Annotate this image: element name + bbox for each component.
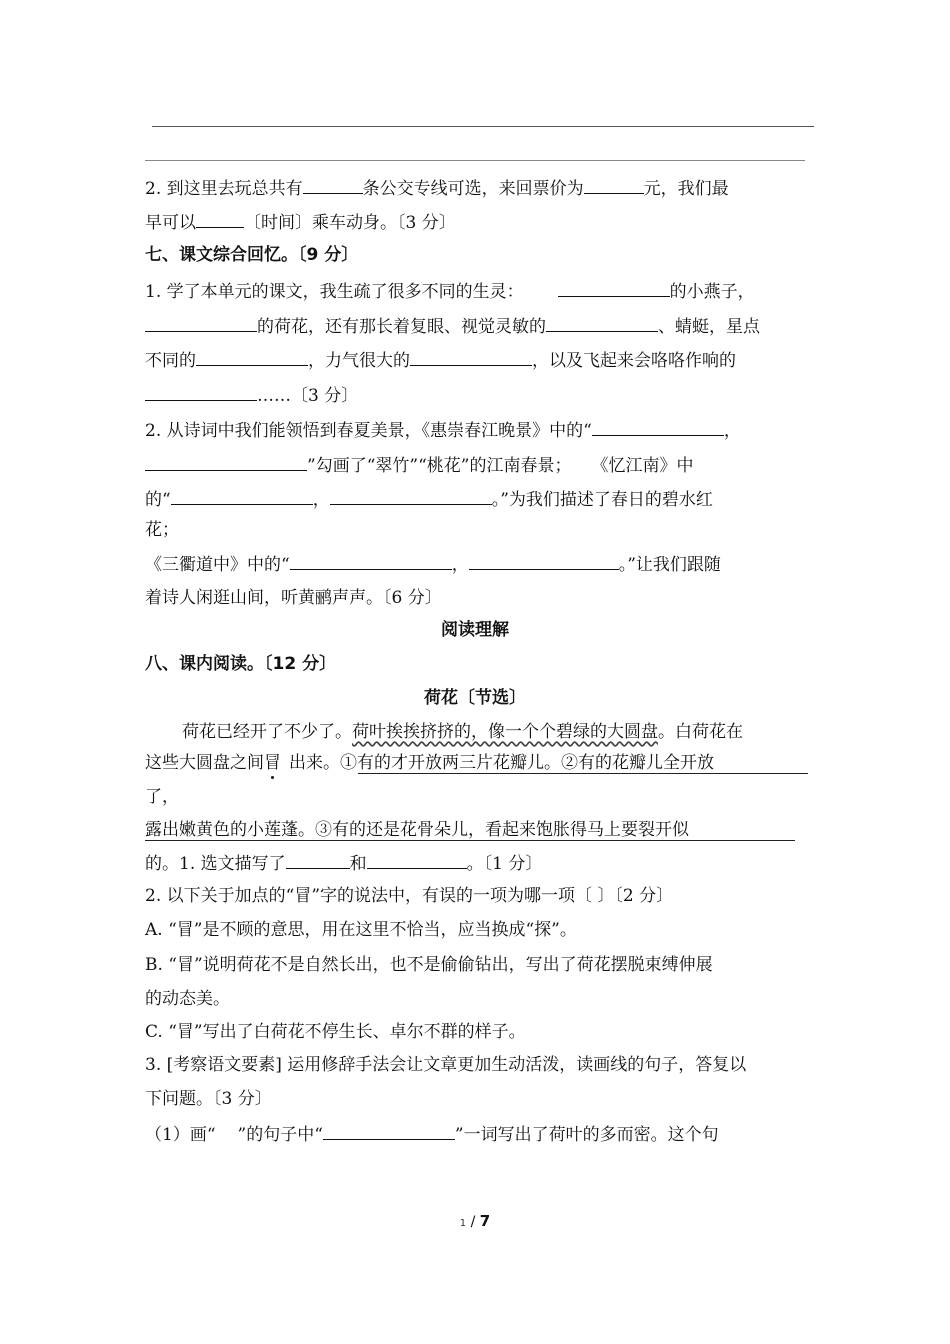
dotted-character: 冒 bbox=[264, 753, 281, 773]
answer-blank[interactable] bbox=[546, 313, 658, 332]
text: 。”为我们描述了春日的碧水红 bbox=[491, 490, 713, 510]
text: 荷花已经开了不少了。 bbox=[182, 722, 352, 742]
option-c[interactable]: C. “冒”写出了白荷花不停生长、卓尔不群的样子。 bbox=[145, 1022, 526, 1042]
text: ，力气很大的 bbox=[308, 351, 410, 371]
answer-blank[interactable] bbox=[558, 278, 670, 297]
passage-title: 荷花〔节选〕 bbox=[424, 688, 526, 708]
answer-blank[interactable] bbox=[323, 1121, 455, 1140]
section-7-title: 七、课文综合回忆。〔9 分〕 bbox=[145, 245, 359, 265]
text: 的“ bbox=[145, 490, 171, 510]
answer-blank[interactable] bbox=[145, 452, 307, 471]
text: 这些大圆盘之间 bbox=[145, 753, 264, 773]
q7-1-line1 bbox=[145, 278, 755, 304]
text: （1）画“ bbox=[145, 1125, 216, 1145]
answer-blank[interactable] bbox=[303, 175, 363, 194]
text: 、蜻蜓，星点 bbox=[658, 317, 760, 337]
q7-2-line5 bbox=[145, 551, 721, 577]
text: ”一词写出了荷叶的多而密。这个句 bbox=[454, 1125, 719, 1145]
q6-2-line1 bbox=[145, 175, 729, 201]
text: 〔时间〕乘车动身。〔3 分〕 bbox=[244, 213, 456, 233]
text: 和 bbox=[349, 854, 367, 874]
q8-3-line2: 下问题。〔3 分〕 bbox=[145, 1089, 272, 1109]
text: ”勾画了“翠竹”“桃花”的江南春景； bbox=[307, 456, 572, 476]
text: 条公交专线可选，来回票价为 bbox=[362, 179, 584, 199]
answer-blank[interactable] bbox=[196, 347, 308, 366]
text: 《三衢道中》中的“ bbox=[145, 555, 290, 575]
answer-blank[interactable] bbox=[171, 486, 313, 505]
q6-2-line2 bbox=[145, 209, 456, 235]
text: 。白荷花在 bbox=[658, 722, 743, 742]
q8-3-1 bbox=[145, 1121, 719, 1147]
option-b-line2: 的动态美。 bbox=[145, 989, 230, 1009]
wavy-underlined-sentence: 荷叶挨挨挤挤的，像一个个碧绿的大圆盘 bbox=[352, 722, 658, 742]
passage-line1 bbox=[182, 720, 743, 744]
text: ， bbox=[723, 421, 741, 441]
option-b-line1[interactable]: B. “冒”说明荷花不是自然长出，也不是偷偷钻出，写出了荷花摆脱束缚伸展 bbox=[145, 955, 713, 975]
answer-blank[interactable] bbox=[145, 313, 257, 332]
page-separator: / bbox=[466, 1214, 480, 1230]
section-8-title: 八、课内阅读。〔12 分〕 bbox=[145, 654, 337, 674]
underline-mark bbox=[145, 840, 795, 841]
text: 出来。①有的才开放两三片花瓣儿。②有的花瓣儿全开放 bbox=[289, 753, 714, 773]
header-rule bbox=[152, 126, 814, 127]
passage-line2 bbox=[145, 751, 714, 775]
text: 的荷花，还有那长着复眼、视觉灵敏的 bbox=[257, 317, 546, 337]
header-rule-2 bbox=[145, 160, 805, 161]
text: ，以及飞起来会咯咯作响的 bbox=[532, 351, 736, 371]
answer-blank[interactable] bbox=[584, 175, 644, 194]
answer-blank[interactable] bbox=[196, 209, 244, 228]
text: 2. 到这里去玩总共有 bbox=[145, 179, 303, 199]
q7-1-line4 bbox=[145, 382, 358, 408]
answer-blank[interactable] bbox=[286, 850, 350, 869]
text: ， bbox=[451, 555, 469, 575]
text: 2. 从诗词中我们能领悟到春夏美景，《惠崇春江晚景》中的“ bbox=[145, 421, 592, 441]
q7-2-line6: 着诗人闲逛山间，听黄鹂声声。〔6 分〕 bbox=[145, 588, 442, 608]
underline-mark bbox=[358, 773, 808, 774]
text: 的。1. 选文描写了 bbox=[145, 854, 286, 874]
answer-blank[interactable] bbox=[592, 417, 724, 436]
text: ”的句子中“ bbox=[237, 1125, 323, 1145]
q7-1-line2 bbox=[145, 313, 760, 339]
text: ， bbox=[312, 490, 330, 510]
page-footer bbox=[0, 1212, 950, 1230]
page-total: 7 bbox=[479, 1212, 491, 1230]
q8-3-line1: 3. [考察语文要素] 运用修辞手法会让文章更加生动活泼，读画线的句子，答复以 bbox=[145, 1055, 747, 1075]
text: 元，我们最 bbox=[643, 179, 729, 199]
q8-1 bbox=[145, 850, 542, 876]
text: 不同的 bbox=[145, 351, 196, 371]
answer-blank[interactable] bbox=[145, 382, 257, 401]
q7-2-line3 bbox=[145, 486, 713, 512]
passage-line4: 露出嫩黄色的小莲蓬。③有的还是花骨朵儿，看起来饱胀得马上要裂开似 bbox=[145, 820, 689, 840]
text: ……〔3 分〕 bbox=[257, 386, 359, 406]
q7-2-line4: 花； bbox=[145, 520, 179, 540]
q7-2-line1 bbox=[145, 417, 741, 443]
text: 。”让我们跟随 bbox=[618, 555, 721, 575]
q8-2: 2. 以下关于加点的“冒”字的说法中，有误的一项为哪一项〔 〕〔2 分〕 bbox=[145, 886, 674, 906]
answer-blank[interactable] bbox=[290, 551, 452, 570]
text: 《忆江南》中 bbox=[591, 456, 694, 476]
text: 。〔1 分〕 bbox=[466, 854, 543, 874]
page-number: 1 bbox=[459, 1218, 467, 1229]
q7-2-line2 bbox=[145, 452, 693, 478]
option-a[interactable]: A. “冒”是不顾的意思，用在这里不恰当，应当换成“探”。 bbox=[145, 920, 577, 940]
text: 1. 学了本单元的课文，我生疏了很多不同的生灵： bbox=[145, 282, 524, 302]
text: 早可以 bbox=[145, 213, 196, 233]
text: 的小燕子， bbox=[669, 282, 755, 302]
reading-heading: 阅读理解 bbox=[441, 620, 509, 640]
answer-blank[interactable] bbox=[330, 486, 492, 505]
passage-line3: 了， bbox=[145, 787, 179, 807]
answer-blank[interactable] bbox=[469, 551, 619, 570]
q7-1-line3 bbox=[145, 347, 736, 373]
answer-blank[interactable] bbox=[367, 850, 467, 869]
answer-blank[interactable] bbox=[410, 347, 532, 366]
